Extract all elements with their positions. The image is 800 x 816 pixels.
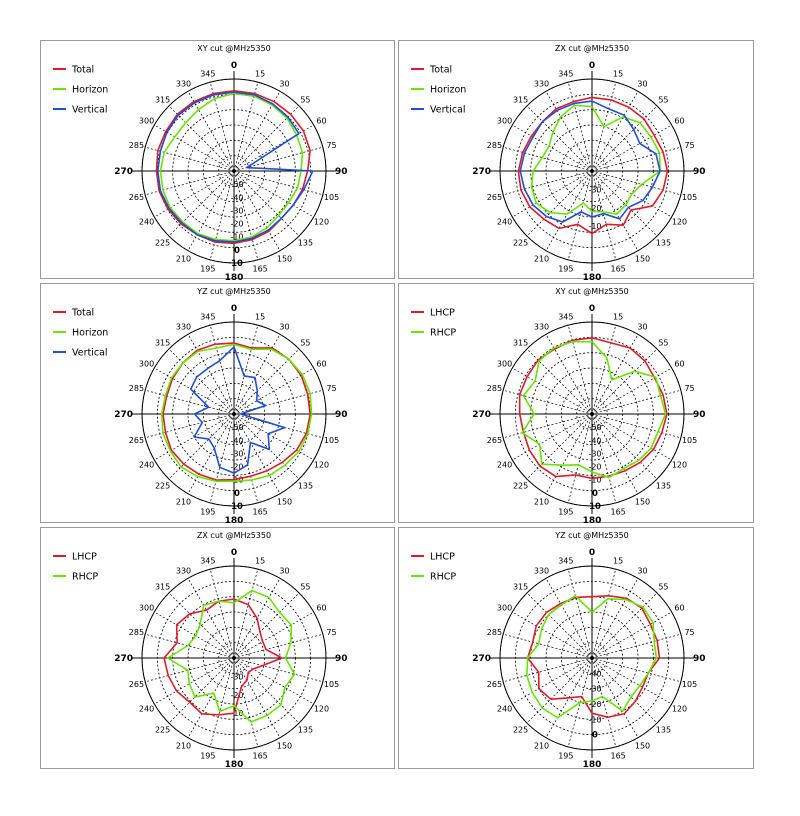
angle-label: 135 bbox=[297, 725, 314, 735]
angle-label: 120 bbox=[671, 704, 688, 714]
angle-label: 105 bbox=[681, 436, 698, 446]
angle-label: 60 bbox=[316, 359, 327, 369]
angle-label: 195 bbox=[558, 507, 574, 517]
angle-label: 180 bbox=[582, 760, 602, 770]
angle-label: 270 bbox=[472, 654, 491, 664]
chart-title: YZ cut @MHz5350 bbox=[197, 287, 271, 296]
angle-label: 270 bbox=[114, 654, 133, 664]
radial-label: -30 bbox=[588, 449, 602, 459]
angle-label: 15 bbox=[255, 556, 266, 566]
angle-label: 150 bbox=[634, 741, 651, 751]
angle-label: 300 bbox=[138, 116, 155, 126]
angle-label: 75 bbox=[684, 627, 695, 637]
angle-label: 210 bbox=[533, 254, 550, 264]
angle-label: 0 bbox=[588, 61, 596, 71]
grid-spoke bbox=[512, 612, 592, 658]
grid-spoke bbox=[234, 414, 314, 460]
angle-label: 15 bbox=[613, 312, 624, 322]
grid-spoke bbox=[169, 593, 234, 658]
angle-label: 315 bbox=[512, 95, 529, 105]
angle-label: 55 bbox=[658, 582, 669, 592]
angle-label: 195 bbox=[200, 264, 216, 274]
chart-title: ZX cut @MHz5350 bbox=[554, 44, 630, 53]
angle-label: 285 bbox=[486, 383, 503, 393]
grid-spoke bbox=[527, 106, 592, 171]
angle-label: 210 bbox=[533, 497, 550, 507]
angle-label: 165 bbox=[252, 751, 268, 761]
angle-label: 210 bbox=[175, 254, 192, 264]
angle-label: 60 bbox=[316, 603, 327, 613]
radial-label: -10 bbox=[588, 222, 602, 232]
angle-label: 60 bbox=[674, 359, 685, 369]
angle-label: 330 bbox=[175, 566, 192, 576]
grid-spoke bbox=[546, 334, 592, 414]
angle-label: 330 bbox=[533, 79, 550, 89]
angle-label: 75 bbox=[684, 140, 695, 150]
legend-label-total: Total bbox=[430, 64, 453, 76]
series-line-total bbox=[163, 343, 310, 480]
radial-label: -50 bbox=[588, 423, 602, 433]
legend-label-total: Total bbox=[72, 64, 95, 76]
angle-label: 265 bbox=[128, 680, 145, 690]
angle-label: 105 bbox=[323, 680, 340, 690]
legend-label-lhcp: LHCP bbox=[430, 551, 455, 563]
angle-label: 210 bbox=[175, 497, 192, 507]
angle-label: 15 bbox=[255, 312, 266, 322]
angle-label: 30 bbox=[279, 322, 290, 332]
angle-label: 135 bbox=[297, 481, 314, 491]
angle-label: 285 bbox=[128, 627, 145, 637]
angle-label: 30 bbox=[637, 566, 648, 576]
angle-label: 195 bbox=[200, 751, 216, 761]
angle-label: 15 bbox=[255, 69, 266, 79]
angle-label: 105 bbox=[681, 680, 698, 690]
grid-spoke bbox=[527, 414, 592, 479]
grid-spoke bbox=[188, 578, 234, 658]
angle-label: 195 bbox=[558, 264, 574, 274]
angle-label: 265 bbox=[128, 436, 145, 446]
radial-label: -10 bbox=[230, 232, 244, 242]
legend-label-lhcp: LHCP bbox=[72, 551, 97, 563]
angle-label: 195 bbox=[558, 751, 574, 761]
grid-spoke bbox=[592, 612, 672, 658]
grid-spoke bbox=[234, 612, 314, 658]
angle-label: 270 bbox=[114, 167, 133, 177]
legend-label-rhcp: RHCP bbox=[430, 571, 457, 583]
angle-label: 225 bbox=[512, 238, 529, 248]
angle-label: 180 bbox=[582, 516, 602, 526]
polar-chart-3 bbox=[399, 284, 755, 524]
chart-panel-1 bbox=[398, 40, 754, 283]
radial-label: 0 bbox=[234, 245, 240, 256]
angle-label: 165 bbox=[252, 264, 268, 274]
angle-label: 120 bbox=[313, 217, 330, 227]
radial-label: 0 bbox=[592, 730, 598, 741]
radial-label: -20 bbox=[588, 462, 602, 472]
grid-spoke bbox=[546, 171, 592, 251]
angle-label: 240 bbox=[496, 217, 513, 227]
chart-title: YZ cut @MHz5350 bbox=[555, 531, 629, 540]
radial-label: -30 bbox=[230, 449, 244, 459]
grid-spoke bbox=[234, 414, 299, 479]
legend-label-horizon: Horizon bbox=[72, 84, 109, 96]
angle-label: 270 bbox=[472, 410, 491, 420]
angle-label: 180 bbox=[582, 273, 602, 283]
angle-label: 90 bbox=[693, 167, 706, 177]
angle-label: 135 bbox=[297, 238, 314, 248]
angle-label: 285 bbox=[486, 140, 503, 150]
angle-label: 0 bbox=[230, 548, 238, 558]
angle-label: 55 bbox=[300, 582, 311, 592]
legend-label-horizon: Horizon bbox=[72, 327, 109, 339]
angle-label: 180 bbox=[224, 273, 244, 283]
angle-label: 285 bbox=[128, 140, 145, 150]
angle-label: 180 bbox=[224, 760, 244, 770]
series-line-horizon bbox=[162, 344, 312, 481]
angle-label: 330 bbox=[533, 566, 550, 576]
angle-label: 15 bbox=[613, 556, 624, 566]
angle-label: 300 bbox=[138, 359, 155, 369]
angle-label: 60 bbox=[674, 116, 685, 126]
angle-label: 105 bbox=[681, 193, 698, 203]
angle-label: 330 bbox=[175, 79, 192, 89]
angle-label: 150 bbox=[276, 254, 293, 264]
grid-spoke bbox=[188, 658, 234, 738]
grid-spoke bbox=[512, 368, 592, 414]
polar-chart-2 bbox=[41, 284, 396, 524]
angle-label: 120 bbox=[313, 460, 330, 470]
chart-panel-0 bbox=[40, 40, 395, 283]
grid-spoke bbox=[592, 349, 657, 414]
grid-spoke bbox=[234, 106, 299, 171]
radial-label: -30 bbox=[588, 185, 602, 195]
grid-spoke bbox=[592, 593, 657, 658]
angle-label: 315 bbox=[512, 582, 529, 592]
radial-label: -30 bbox=[230, 672, 244, 682]
angle-label: 240 bbox=[138, 460, 155, 470]
grid-spoke bbox=[512, 171, 592, 217]
angle-label: 210 bbox=[175, 741, 192, 751]
angle-label: 75 bbox=[684, 383, 695, 393]
radial-label: -30 bbox=[230, 206, 244, 216]
angle-label: 15 bbox=[613, 69, 624, 79]
radial-label: 10 bbox=[231, 502, 243, 512]
angle-label: 345 bbox=[558, 69, 574, 79]
polar-chart-1 bbox=[399, 41, 755, 283]
angle-label: 180 bbox=[224, 516, 244, 526]
angle-label: 315 bbox=[154, 95, 171, 105]
angle-label: 150 bbox=[276, 497, 293, 507]
angle-label: 0 bbox=[230, 61, 238, 71]
chart-panel-4 bbox=[40, 527, 395, 769]
angle-label: 0 bbox=[588, 548, 596, 558]
radial-label: 0 bbox=[234, 488, 240, 499]
chart-panel-2 bbox=[40, 283, 395, 526]
grid-spoke bbox=[154, 612, 234, 658]
series-line-total bbox=[518, 97, 667, 233]
angle-label: 330 bbox=[533, 322, 550, 332]
angle-label: 30 bbox=[279, 566, 290, 576]
angle-label: 345 bbox=[200, 69, 216, 79]
angle-label: 345 bbox=[200, 556, 216, 566]
angle-label: 225 bbox=[154, 238, 171, 248]
grid-spoke bbox=[154, 171, 234, 217]
angle-label: 300 bbox=[496, 116, 513, 126]
series-line-lhcp bbox=[164, 599, 282, 715]
chart-title: ZX cut @MHz5350 bbox=[196, 531, 272, 540]
angle-label: 345 bbox=[558, 556, 574, 566]
radial-label: -20 bbox=[588, 700, 602, 709]
radial-label: -10 bbox=[588, 715, 602, 725]
angle-label: 90 bbox=[335, 167, 348, 177]
grid-spoke bbox=[234, 171, 299, 236]
angle-label: 225 bbox=[154, 725, 171, 735]
series-line-horizon bbox=[532, 105, 661, 214]
angle-label: 30 bbox=[637, 79, 648, 89]
legend-label-rhcp: RHCP bbox=[72, 571, 99, 583]
angle-label: 345 bbox=[200, 312, 216, 322]
angle-label: 265 bbox=[486, 193, 503, 203]
angle-label: 55 bbox=[300, 95, 311, 105]
radial-label: -20 bbox=[230, 462, 244, 472]
angle-label: 90 bbox=[693, 654, 706, 664]
angle-label: 265 bbox=[486, 680, 503, 690]
radial-label: -20 bbox=[588, 203, 602, 213]
angle-label: 240 bbox=[496, 460, 513, 470]
angle-label: 165 bbox=[610, 264, 626, 274]
radial-label: -20 bbox=[230, 690, 244, 700]
grid-spoke bbox=[592, 414, 657, 479]
chart-title: XY cut @MHz5350 bbox=[555, 287, 629, 296]
grid-spoke bbox=[234, 658, 299, 723]
angle-label: 150 bbox=[276, 741, 293, 751]
legend-label-lhcp: LHCP bbox=[430, 307, 455, 319]
radial-label: -10 bbox=[230, 709, 244, 719]
angle-label: 55 bbox=[658, 338, 669, 348]
radial-label: -50 bbox=[230, 180, 244, 190]
angle-label: 165 bbox=[252, 507, 268, 517]
angle-label: 285 bbox=[128, 383, 145, 393]
angle-label: 105 bbox=[323, 436, 340, 446]
radial-label: -30 bbox=[588, 684, 602, 694]
angle-label: 135 bbox=[655, 238, 672, 248]
legend-label-vertical: Vertical bbox=[430, 104, 466, 116]
radial-label: -10 bbox=[230, 475, 244, 485]
angle-label: 120 bbox=[671, 460, 688, 470]
angle-label: 90 bbox=[335, 410, 348, 420]
angle-label: 0 bbox=[230, 304, 238, 314]
angle-label: 90 bbox=[335, 654, 348, 664]
radial-label: 10 bbox=[231, 259, 243, 269]
angle-label: 60 bbox=[316, 116, 327, 126]
angle-label: 300 bbox=[138, 603, 155, 613]
radial-label: -50 bbox=[230, 423, 244, 433]
grid-spoke bbox=[592, 91, 638, 171]
chart-title: XY cut @MHz5350 bbox=[197, 44, 271, 53]
angle-label: 240 bbox=[138, 704, 155, 714]
angle-label: 30 bbox=[637, 322, 648, 332]
angle-label: 75 bbox=[326, 627, 337, 637]
angle-label: 315 bbox=[512, 338, 529, 348]
angle-label: 285 bbox=[486, 627, 503, 637]
radial-label: -40 bbox=[588, 436, 602, 446]
angle-label: 210 bbox=[533, 741, 550, 751]
angle-label: 150 bbox=[634, 497, 651, 507]
series-line-rhcp bbox=[168, 590, 295, 722]
angle-label: 55 bbox=[658, 95, 669, 105]
angle-label: 120 bbox=[671, 217, 688, 227]
angle-label: 270 bbox=[472, 167, 491, 177]
angle-label: 300 bbox=[496, 603, 513, 613]
angle-label: 30 bbox=[279, 79, 290, 89]
angle-label: 150 bbox=[634, 254, 651, 264]
angle-label: 300 bbox=[496, 359, 513, 369]
angle-label: 225 bbox=[512, 481, 529, 491]
legend-label-rhcp: RHCP bbox=[430, 327, 457, 339]
grid-spoke bbox=[527, 349, 592, 414]
grid-spoke bbox=[546, 578, 592, 658]
radial-label: -40 bbox=[230, 193, 244, 203]
angle-label: 60 bbox=[674, 603, 685, 613]
polar-chart-4 bbox=[41, 528, 396, 770]
grid-spoke bbox=[546, 414, 592, 494]
angle-label: 75 bbox=[326, 383, 337, 393]
grid-spoke bbox=[169, 349, 234, 414]
chart-panel-5 bbox=[398, 527, 754, 769]
angle-label: 265 bbox=[128, 193, 145, 203]
radial-label: -40 bbox=[588, 669, 602, 679]
angle-label: 105 bbox=[323, 193, 340, 203]
angle-label: 330 bbox=[175, 322, 192, 332]
angle-label: 75 bbox=[326, 140, 337, 150]
radial-label: 10 bbox=[589, 502, 601, 512]
angle-label: 135 bbox=[655, 725, 672, 735]
angle-label: 315 bbox=[154, 582, 171, 592]
grid-spoke bbox=[592, 334, 638, 414]
angle-label: 195 bbox=[200, 507, 216, 517]
legend-label-vertical: Vertical bbox=[72, 104, 108, 116]
angle-label: 120 bbox=[313, 704, 330, 714]
angle-label: 165 bbox=[610, 751, 626, 761]
angle-label: 270 bbox=[114, 410, 133, 420]
chart-panel-3 bbox=[398, 283, 754, 526]
angle-label: 345 bbox=[558, 312, 574, 322]
angle-label: 0 bbox=[588, 304, 596, 314]
grid-spoke bbox=[592, 578, 638, 658]
legend-label-total: Total bbox=[72, 307, 95, 319]
angle-label: 315 bbox=[154, 338, 171, 348]
radial-label: -40 bbox=[230, 436, 244, 446]
angle-label: 240 bbox=[138, 217, 155, 227]
angle-label: 240 bbox=[496, 704, 513, 714]
angle-label: 55 bbox=[300, 338, 311, 348]
radial-label: 0 bbox=[592, 488, 598, 499]
grid-spoke bbox=[527, 658, 592, 723]
angle-label: 90 bbox=[693, 410, 706, 420]
legend-label-vertical: Vertical bbox=[72, 347, 108, 359]
polar-chart-0 bbox=[41, 41, 396, 283]
angle-label: 265 bbox=[486, 436, 503, 446]
radial-label: -20 bbox=[230, 219, 244, 229]
polar-chart-5 bbox=[399, 528, 755, 770]
angle-label: 165 bbox=[610, 507, 626, 517]
legend-label-horizon: Horizon bbox=[430, 84, 467, 96]
grid-spoke bbox=[169, 171, 234, 236]
radial-label: -10 bbox=[588, 475, 602, 485]
angle-label: 135 bbox=[655, 481, 672, 491]
angle-label: 225 bbox=[154, 481, 171, 491]
angle-label: 225 bbox=[512, 725, 529, 735]
